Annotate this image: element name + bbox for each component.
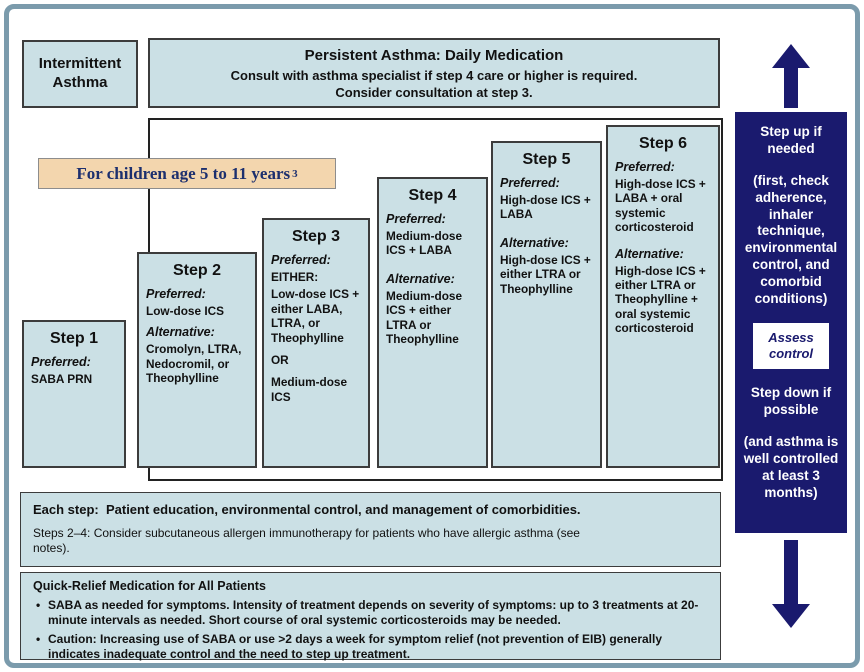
quick-relief-title: Quick-Relief Medication for All Patients — [33, 579, 266, 593]
step-up-arrow-icon — [772, 44, 810, 108]
step-5-preferred-text: High-dose ICS + LABA — [500, 193, 591, 222]
well-controlled-note: (and asthma is well controlled at least 3 months) — [743, 434, 839, 500]
step-2-preferred-text: Low-dose ICS — [146, 304, 224, 318]
quick-relief-bullet-caution: • Caution: Increasing use of SABA or use >2 days a week for symptom relief (not prevention of EIB) generally indicates inadequate control and the need to step up treatment. — [33, 632, 708, 663]
age-group-label — [38, 158, 336, 189]
step-6-preferred-label: Preferred: — [615, 160, 675, 174]
assess-control-box — [753, 323, 829, 370]
step-2-preferred-label: Preferred: — [146, 287, 206, 301]
each-step-notes-box — [20, 492, 721, 567]
step-4-title: Step 4 — [408, 187, 457, 204]
step-6-alternative-text: High-dose ICS + either LTRA or Theophylline + oral systemic corticosteroid — [615, 263, 706, 336]
step-adjustment-panel — [735, 112, 847, 533]
each-step-line: Each step: Patient education, environmental control, and management of comorbidities. — [33, 502, 581, 517]
persistent-asthma-subtitle-1: Consult with asthma specialist if step 4 care or higher is required. — [230, 68, 638, 83]
step-2-alternative-text: Cromolyn, LTRA, Nedocromil, or Theophylline — [146, 342, 242, 386]
step-3-either-label: EITHER: — [271, 270, 319, 284]
step-down-text: Step down if possible — [750, 385, 832, 418]
quick-relief-bullet-saba: • SABA as needed for symptoms. Intensity of treatment depends on severity of symptoms: up to 3 treatments at 20-minute intervals as needed. Short course of oral systemic corticosteroids may be needed. — [33, 598, 708, 629]
step-up-text: Step up if needed — [760, 124, 822, 156]
persistent-asthma-title: Persistent Asthma: Daily Medication — [304, 47, 564, 64]
step-1-box — [22, 320, 126, 468]
step-5-title: Step 5 — [522, 151, 571, 168]
adherence-check-note: (first, check adherence, inhaler technique, environmental control, and comorbid conditions) — [744, 172, 838, 306]
step-5-alternative-text: High-dose ICS + either LTRA or Theophylline — [500, 252, 591, 296]
step-2-title: Step 2 — [172, 262, 221, 279]
step-1-preferred-label: Preferred: — [31, 355, 91, 369]
step-down-arrow-icon — [772, 540, 810, 628]
step-4-alternative-text: Medium-dose ICS + either LTRA or Theophylline — [386, 288, 463, 346]
step-5-box — [491, 141, 602, 468]
step-1-title: Step 1 — [49, 330, 98, 347]
step-3-option-1: Low-dose ICS + either LABA, LTRA, or Theophylline — [271, 287, 360, 345]
persistent-asthma-subtitle-2: Consider consultation at step 3. — [335, 84, 533, 100]
step-6-title: Step 6 — [638, 135, 687, 152]
step-2-alternative-label: Alternative: — [146, 325, 215, 340]
intermittent-asthma-box — [22, 40, 138, 108]
step-5-preferred-label: Preferred: — [500, 176, 560, 190]
age-group-superscript: 3 — [292, 167, 298, 180]
quick-relief-box — [20, 572, 721, 660]
step-3-option-2: Medium-dose ICS — [271, 375, 348, 404]
persistent-asthma-header — [148, 38, 720, 108]
steps-2-4-immunotherapy-note: Steps 2–4: Consider subcutaneous allergen immunotherapy for patients who have allergic asthma (see notes). — [33, 526, 580, 555]
assess-control-label: Assess control — [768, 329, 814, 361]
step-6-box — [606, 125, 720, 468]
intermittent-asthma-label: Intermittent Asthma — [38, 55, 122, 91]
step-3-title: Step 3 — [291, 228, 340, 245]
step-1-preferred-text: SABA PRN — [31, 372, 93, 386]
step-6-alternative-label: Alternative: — [615, 246, 684, 261]
step-4-preferred-text: Medium-dose ICS + LABA — [386, 229, 463, 258]
step-2-box — [137, 252, 257, 468]
age-group-text: For children age 5 to 11 years — [76, 163, 291, 183]
step-4-box — [377, 177, 488, 468]
step-5-alternative-label: Alternative: — [500, 235, 569, 250]
step-3-preferred-label: Preferred: — [271, 253, 331, 267]
step-6-preferred-text: High-dose ICS + LABA + oral systemic corticosteroid — [615, 177, 706, 235]
step-4-alternative-label: Alternative: — [386, 271, 455, 286]
step-3-or-label: OR — [271, 352, 289, 367]
step-4-preferred-label: Preferred: — [386, 212, 446, 226]
step-3-box — [262, 218, 370, 468]
